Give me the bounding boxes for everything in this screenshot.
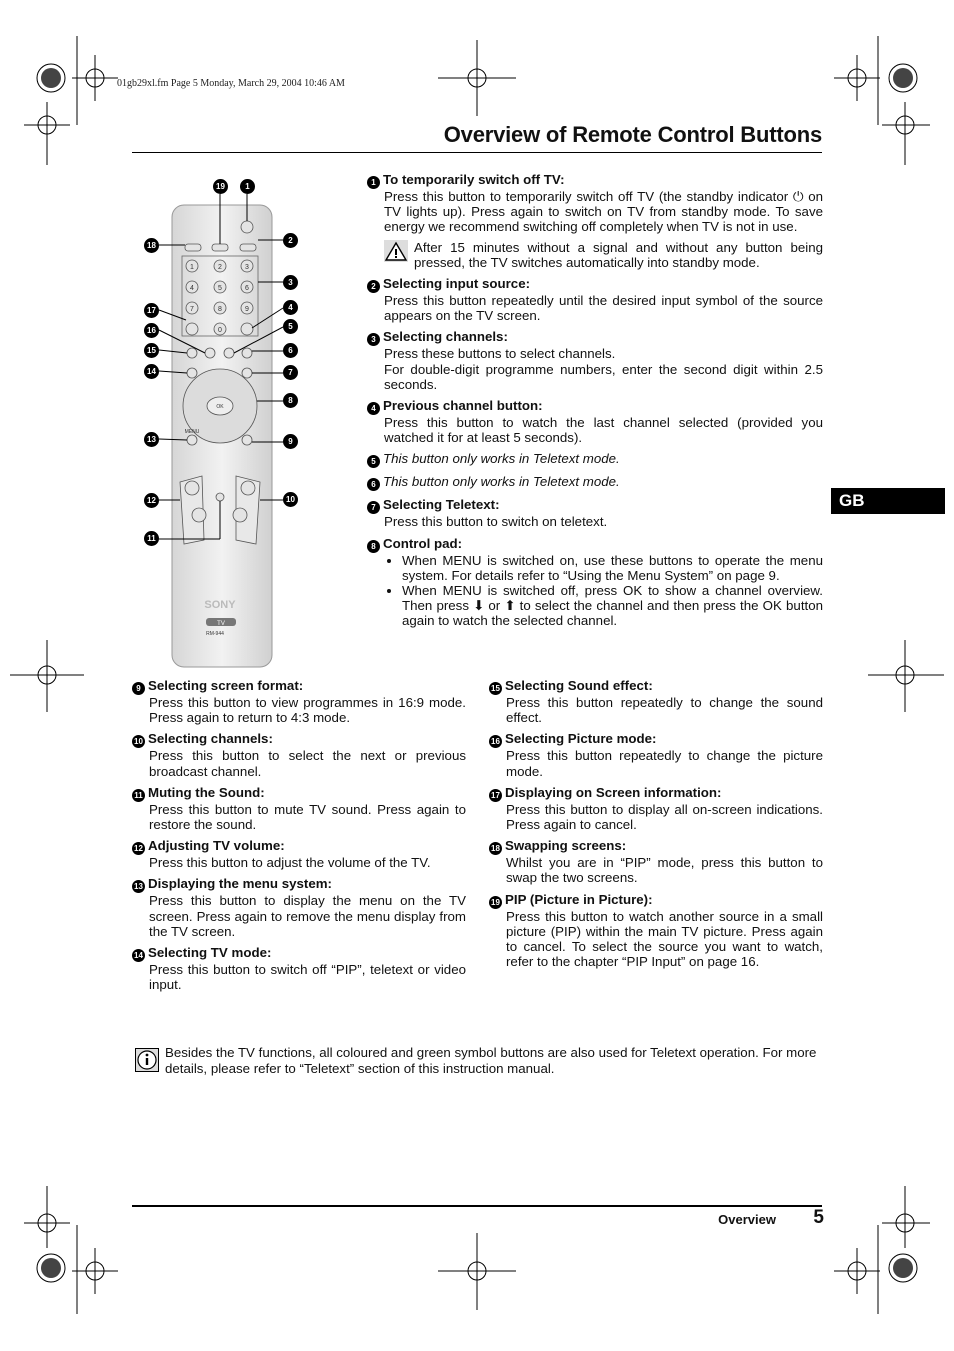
item-15: 15 Selecting Sound effect: Press this button repeatedly to change the sound effect.	[489, 678, 823, 725]
callout-14: 14	[144, 364, 159, 379]
bullet: • When MENU is switched off, press OK to show a channel overview. Then press ⬇ or ⬆ to select the channel and then press the OK button again to watch the selected channel.	[402, 583, 823, 629]
callout-9: 9	[283, 434, 298, 449]
item-19: 19 PIP (Picture in Picture): Press this button to watch another source in a small picture (PIP) within the main TV picture. Press again to cancel. To select the source you want to watch, refer to the chapter “PIP Input” on page 16.	[489, 892, 823, 970]
key-4: 4	[190, 285, 194, 292]
callout-18: 18	[144, 238, 159, 253]
callout-17: 17	[144, 303, 159, 318]
item-10: 10 Selecting channels: Press this button to select the next or previous broadcast channel.	[132, 731, 466, 778]
callout-2: 2	[283, 233, 298, 248]
item-7: 7 Selecting Teletext: Press this button to switch on teletext.	[367, 497, 823, 529]
tv-label: TV	[217, 621, 225, 627]
callout-3: 3	[283, 275, 298, 290]
callout-11: 11	[144, 531, 159, 546]
key-5: 5	[218, 285, 222, 292]
callout-8: 8	[283, 393, 298, 408]
title-rule	[132, 152, 822, 153]
item-12: 12 Adjusting TV volume: Press this button to adjust the volume of the TV.	[132, 838, 466, 870]
items-left-column	[132, 678, 466, 998]
info-note: Besides the TV functions, all coloured and green symbol buttons are also used for Teletext operation. For more details, please refer to “Teletext” section of this instruction manual.	[135, 1045, 823, 1077]
bullet: • When MENU is switched on, use these buttons to operate the menu system. For details refer to “Using the Menu System” on page 9.	[402, 553, 823, 583]
callout-10: 10	[283, 492, 298, 507]
item-1: 1 To temporarily switch off TV: Press this button to temporarily switch off TV (the standby indicator ⏻ on TV lights up). Press again to switch on TV from standby mode. To save energy we recommend switching off completely when TV is not in use. After 15 minutes without a signal and without any button being pressed, the TV switches automatically into standby mode.	[367, 172, 823, 270]
key-2: 2	[218, 264, 222, 271]
item-13: 13 Displaying the menu system: Press this button to display the menu on the TV screen. Press again to remove the menu display from the TV screen.	[132, 876, 466, 939]
callout-15: 15	[144, 343, 159, 358]
item-4: 4 Previous channel button: Press this button to watch the last channel selected (provided you watched it for at least 5 seconds).	[367, 398, 823, 445]
item-9: 9 Selecting screen format: Press this button to view programmes in 16:9 mode. Press again to return to 4:3 mode.	[132, 678, 466, 725]
key-3: 3	[245, 264, 249, 271]
callout-16: 16	[144, 323, 159, 338]
items-right-column	[367, 172, 823, 635]
key-1: 1	[190, 264, 194, 271]
callout-1: 1	[240, 179, 255, 194]
item-14: 14 Selecting TV mode: Press this button to switch off “PIP”, teletext or video input.	[132, 945, 466, 992]
key-6: 6	[245, 285, 249, 292]
warning-note: After 15 minutes without a signal and without any button being pressed, the TV switches automatically into standby mode.	[367, 240, 823, 270]
model-label: RM-944	[206, 631, 224, 637]
callout-13: 13	[144, 432, 159, 447]
menu-label: MENU	[184, 429, 200, 435]
remote-control-illustration	[140, 170, 305, 670]
info-icon	[135, 1048, 159, 1072]
key-0: 0	[218, 327, 222, 334]
callout-12: 12	[144, 493, 159, 508]
key-7: 7	[190, 306, 194, 313]
language-tab: GB	[831, 488, 945, 514]
item-16: 16 Selecting Picture mode: Press this button repeatedly to change the picture mode.	[489, 731, 823, 778]
item-17: 17 Displaying on Screen information: Press this button to display all on-screen indications. Press again to cancel.	[489, 785, 823, 832]
item-11: 11 Muting the Sound: Press this button to mute TV sound. Press again to restore the sound.	[132, 785, 466, 832]
ok-label: OK	[216, 404, 224, 410]
file-header: 01gb29xl.fm Page 5 Monday, March 29, 2004 10:46 AM	[117, 78, 345, 89]
item-5: 5 This button only works in Teletext mode.	[367, 451, 823, 468]
page-number: 5	[813, 1207, 824, 1228]
callout-7: 7	[283, 365, 298, 380]
key-8: 8	[218, 306, 222, 313]
item-6: 6 This button only works in Teletext mode.	[367, 474, 823, 491]
item-18: 18 Swapping screens: Whilst you are in “PIP” mode, press this button to swap the two screens.	[489, 838, 823, 885]
item-8: 8 Control pad: • When MENU is switched on, use these buttons to operate the menu system. For details refer to “Using the Menu System” on page 9. • When MENU is switched off, press OK to show a channel overview. Then press ⬇ or ⬆ to select the channel and then press the OK button again to watch the selected channel.	[367, 536, 823, 629]
key-9: 9	[245, 306, 249, 313]
brand-label: SONY	[204, 599, 236, 611]
callout-19: 19	[213, 179, 228, 194]
callout-4: 4	[283, 300, 298, 315]
footer-rule	[132, 1205, 822, 1207]
item-3: 3 Selecting channels: Press these buttons to select channels. For double-digit programme numbers, enter the second digit within 2.5 seconds.	[367, 329, 823, 392]
page-title: Overview of Remote Control Buttons	[443, 122, 822, 147]
item-2: 2 Selecting input source: Press this button repeatedly until the desired input symbol of the source appears on the TV screen.	[367, 276, 823, 323]
callout-5: 5	[283, 319, 298, 334]
footer-section: Overview	[718, 1212, 776, 1227]
callout-6: 6	[283, 343, 298, 358]
items-mid-column	[489, 678, 823, 975]
warning-icon	[384, 240, 408, 262]
